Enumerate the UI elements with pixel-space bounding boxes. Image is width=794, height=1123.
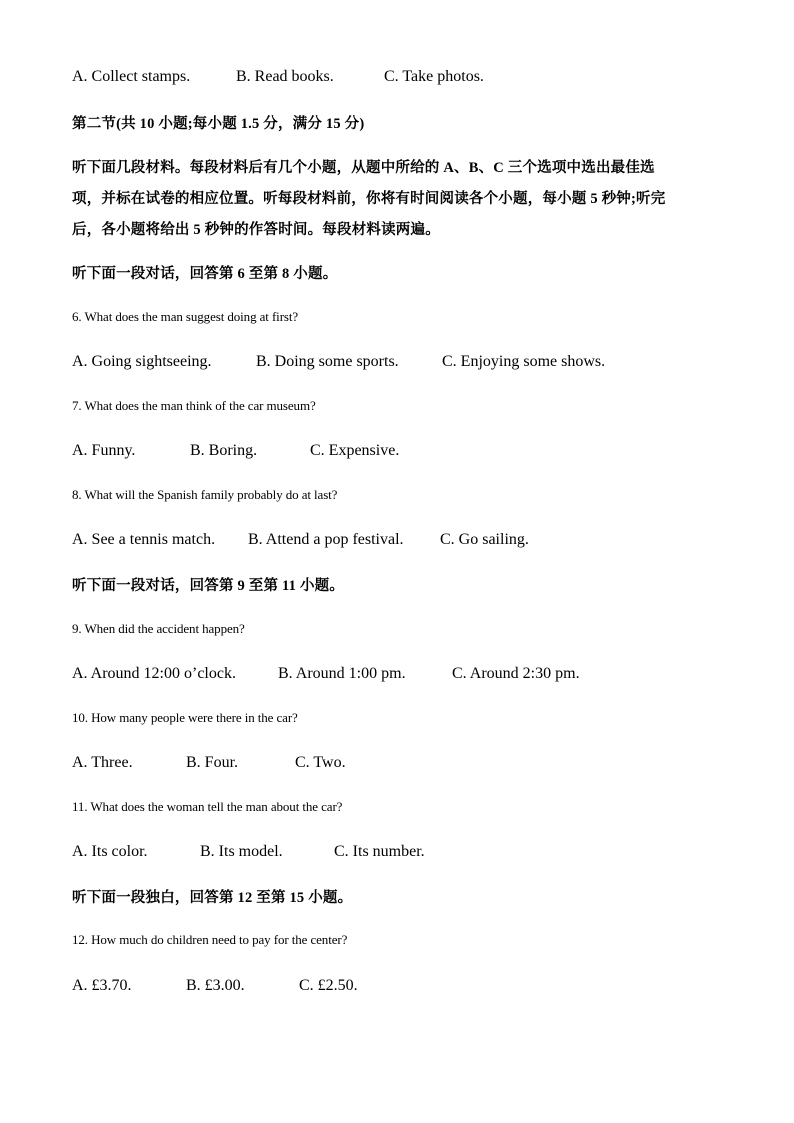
- q6-option-a: A. Going sightseeing.: [72, 353, 212, 370]
- q5-option-c: C. Take photos.: [384, 68, 484, 85]
- q9-question: 9. When did the accident happen?: [72, 621, 245, 636]
- instruction-line-1: 听下面几段材料。每段材料后有几个小题，从题中所给的 A、B、C 三个选项中选出最佳选: [72, 160, 655, 176]
- q11-option-a: A. Its color.: [72, 843, 148, 860]
- q5-option-a: A. Collect stamps.: [72, 68, 191, 85]
- q5-option-b: B. Read books.: [236, 68, 334, 85]
- q9-options: [0, 665, 794, 685]
- monologue-heading: 听下面一段独白，回答第 12 至第 15 小题。: [72, 890, 353, 906]
- q7-option-c: C. Expensive.: [310, 442, 400, 459]
- q12-options: [0, 977, 794, 997]
- section-heading: 第二节(共 10 小题;每小题 1.5 分，满分 15 分): [72, 116, 365, 132]
- q7-question: 7. What does the man think of the car museum?: [72, 398, 316, 413]
- q8-option-a: A. See a tennis match.: [72, 531, 216, 548]
- q7-option-a: A. Funny.: [72, 442, 136, 459]
- q9-option-b: B. Around 1:00 pm.: [278, 665, 406, 682]
- q10-option-b: B. Four.: [186, 754, 239, 771]
- q11-question: 11. What does the woman tell the man about the car?: [72, 799, 343, 814]
- q12-option-b: B. £3.00.: [186, 977, 245, 994]
- q11-option-c: C. Its number.: [334, 843, 425, 860]
- q7-options: [0, 442, 794, 462]
- q5-options: [0, 68, 794, 88]
- q7-option-b: B. Boring.: [190, 442, 258, 459]
- instruction-line-3: 后，各小题将给出 5 秒钟的作答时间。每段材料读两遍。: [72, 222, 440, 238]
- q6-question: 6. What does the man suggest doing at first?: [72, 309, 299, 324]
- q6-option-c: C. Enjoying some shows.: [442, 353, 606, 370]
- q11-options: [0, 843, 794, 863]
- instruction-line-2: 项，并标在试卷的相应位置。听每段材料前，你将有时间阅读各个小题，每小题 5 秒钟;听完: [72, 191, 666, 207]
- q6-option-b: B. Doing some sports.: [256, 353, 399, 370]
- q10-option-a: A. Three.: [72, 754, 133, 771]
- q6-options: [0, 353, 794, 373]
- q12-question: 12. How much do children need to pay for the center?: [72, 932, 348, 947]
- q12-option-a: A. £3.70.: [72, 977, 132, 994]
- q8-option-c: C. Go sailing.: [440, 531, 529, 548]
- q8-options: [0, 531, 794, 551]
- q10-question: 10. How many people were there in the car?: [72, 710, 298, 725]
- dialog1-heading: 听下面一段对话，回答第 6 至第 8 小题。: [72, 266, 338, 282]
- q10-option-c: C. Two.: [295, 754, 346, 771]
- q8-question: 8. What will the Spanish family probably do at last?: [72, 487, 338, 502]
- q9-option-a: A. Around 12:00 o’clock.: [72, 665, 236, 682]
- q11-option-b: B. Its model.: [200, 843, 283, 860]
- q9-option-c: C. Around 2:30 pm.: [452, 665, 580, 682]
- q10-options: [0, 754, 794, 774]
- dialog2-heading: 听下面一段对话，回答第 9 至第 11 小题。: [72, 578, 345, 594]
- q8-option-b: B. Attend a pop festival.: [248, 531, 404, 548]
- q12-option-c: C. £2.50.: [299, 977, 358, 994]
